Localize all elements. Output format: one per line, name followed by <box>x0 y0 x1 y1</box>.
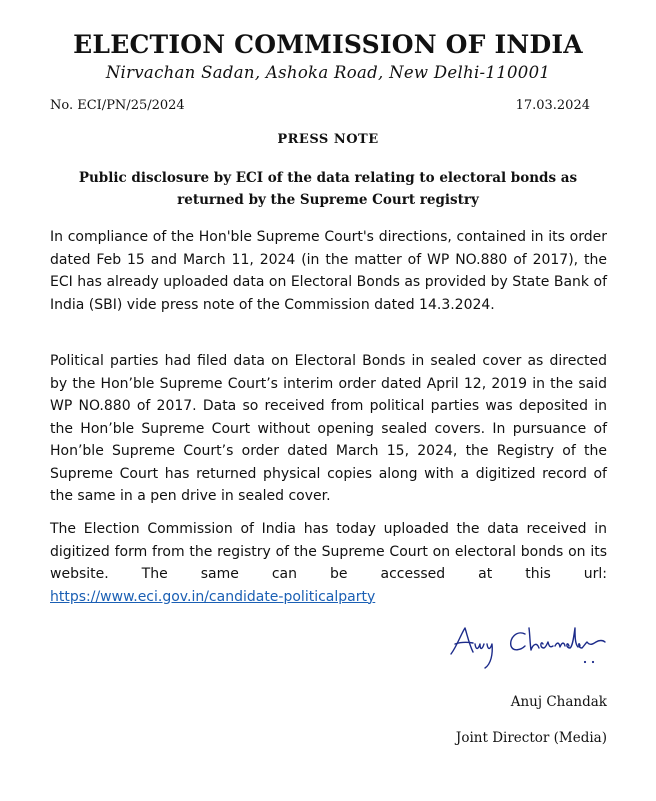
handwritten-signature <box>447 620 607 672</box>
document-type-heading: PRESS NOTE <box>277 132 379 147</box>
reference-number: No. ECI/PN/25/2024 <box>50 98 185 113</box>
organization-address: Nirvachan Sadan, Ashoka Road, New Delhi-110001 <box>105 63 551 82</box>
signatory-name: Anuj Chandak <box>510 694 607 710</box>
reference-date: 17.03.2024 <box>515 98 590 113</box>
organization-title: ELECTION COMMISSION OF INDIA <box>73 30 583 59</box>
body-paragraph-1: In compliance of the Hon'ble Supreme Court's directions, contained in its order dated Feb 15 and March 11, 2024 (in the matter of WP NO.880 of 2017), the ECI has already uploaded data on Electoral Bonds as provided by State Bank of India (SBI) vide press note of the Commission dated 14.3.2024. <box>50 229 607 313</box>
body-paragraph-2: Political parties had filed data on Electoral Bonds in sealed cover as directed by the Hon’ble Supreme Court’s interim order dated April 12, 2019 in the said WP NO.880 of 2017. Data so received from political parties was deposited in the Hon’ble Supreme Court without opening sealed covers. In pursuance of Hon’ble Supreme Court’s order dated March 15, 2024, the Registry of the Supreme Court has returned physical copies along with a digitized record of the same in a pen drive in sealed cover. <box>50 353 607 504</box>
signatory-title: Joint Director (Media) <box>455 730 607 746</box>
subject-heading: Public disclosure by ECI of the data relating to electoral bonds as returned by the Supreme Court registry <box>78 170 578 208</box>
body-paragraph-3-text: The Election Commission of India has today uploaded the data received in digitized form from the registry of the Supreme Court on electoral bonds on its website. The same can be accessed at this url: <box>50 521 607 582</box>
body-paragraph-3 <box>50 518 607 608</box>
data-download-link[interactable]: https://www.eci.gov.in/candidate-politicalparty <box>50 588 376 605</box>
